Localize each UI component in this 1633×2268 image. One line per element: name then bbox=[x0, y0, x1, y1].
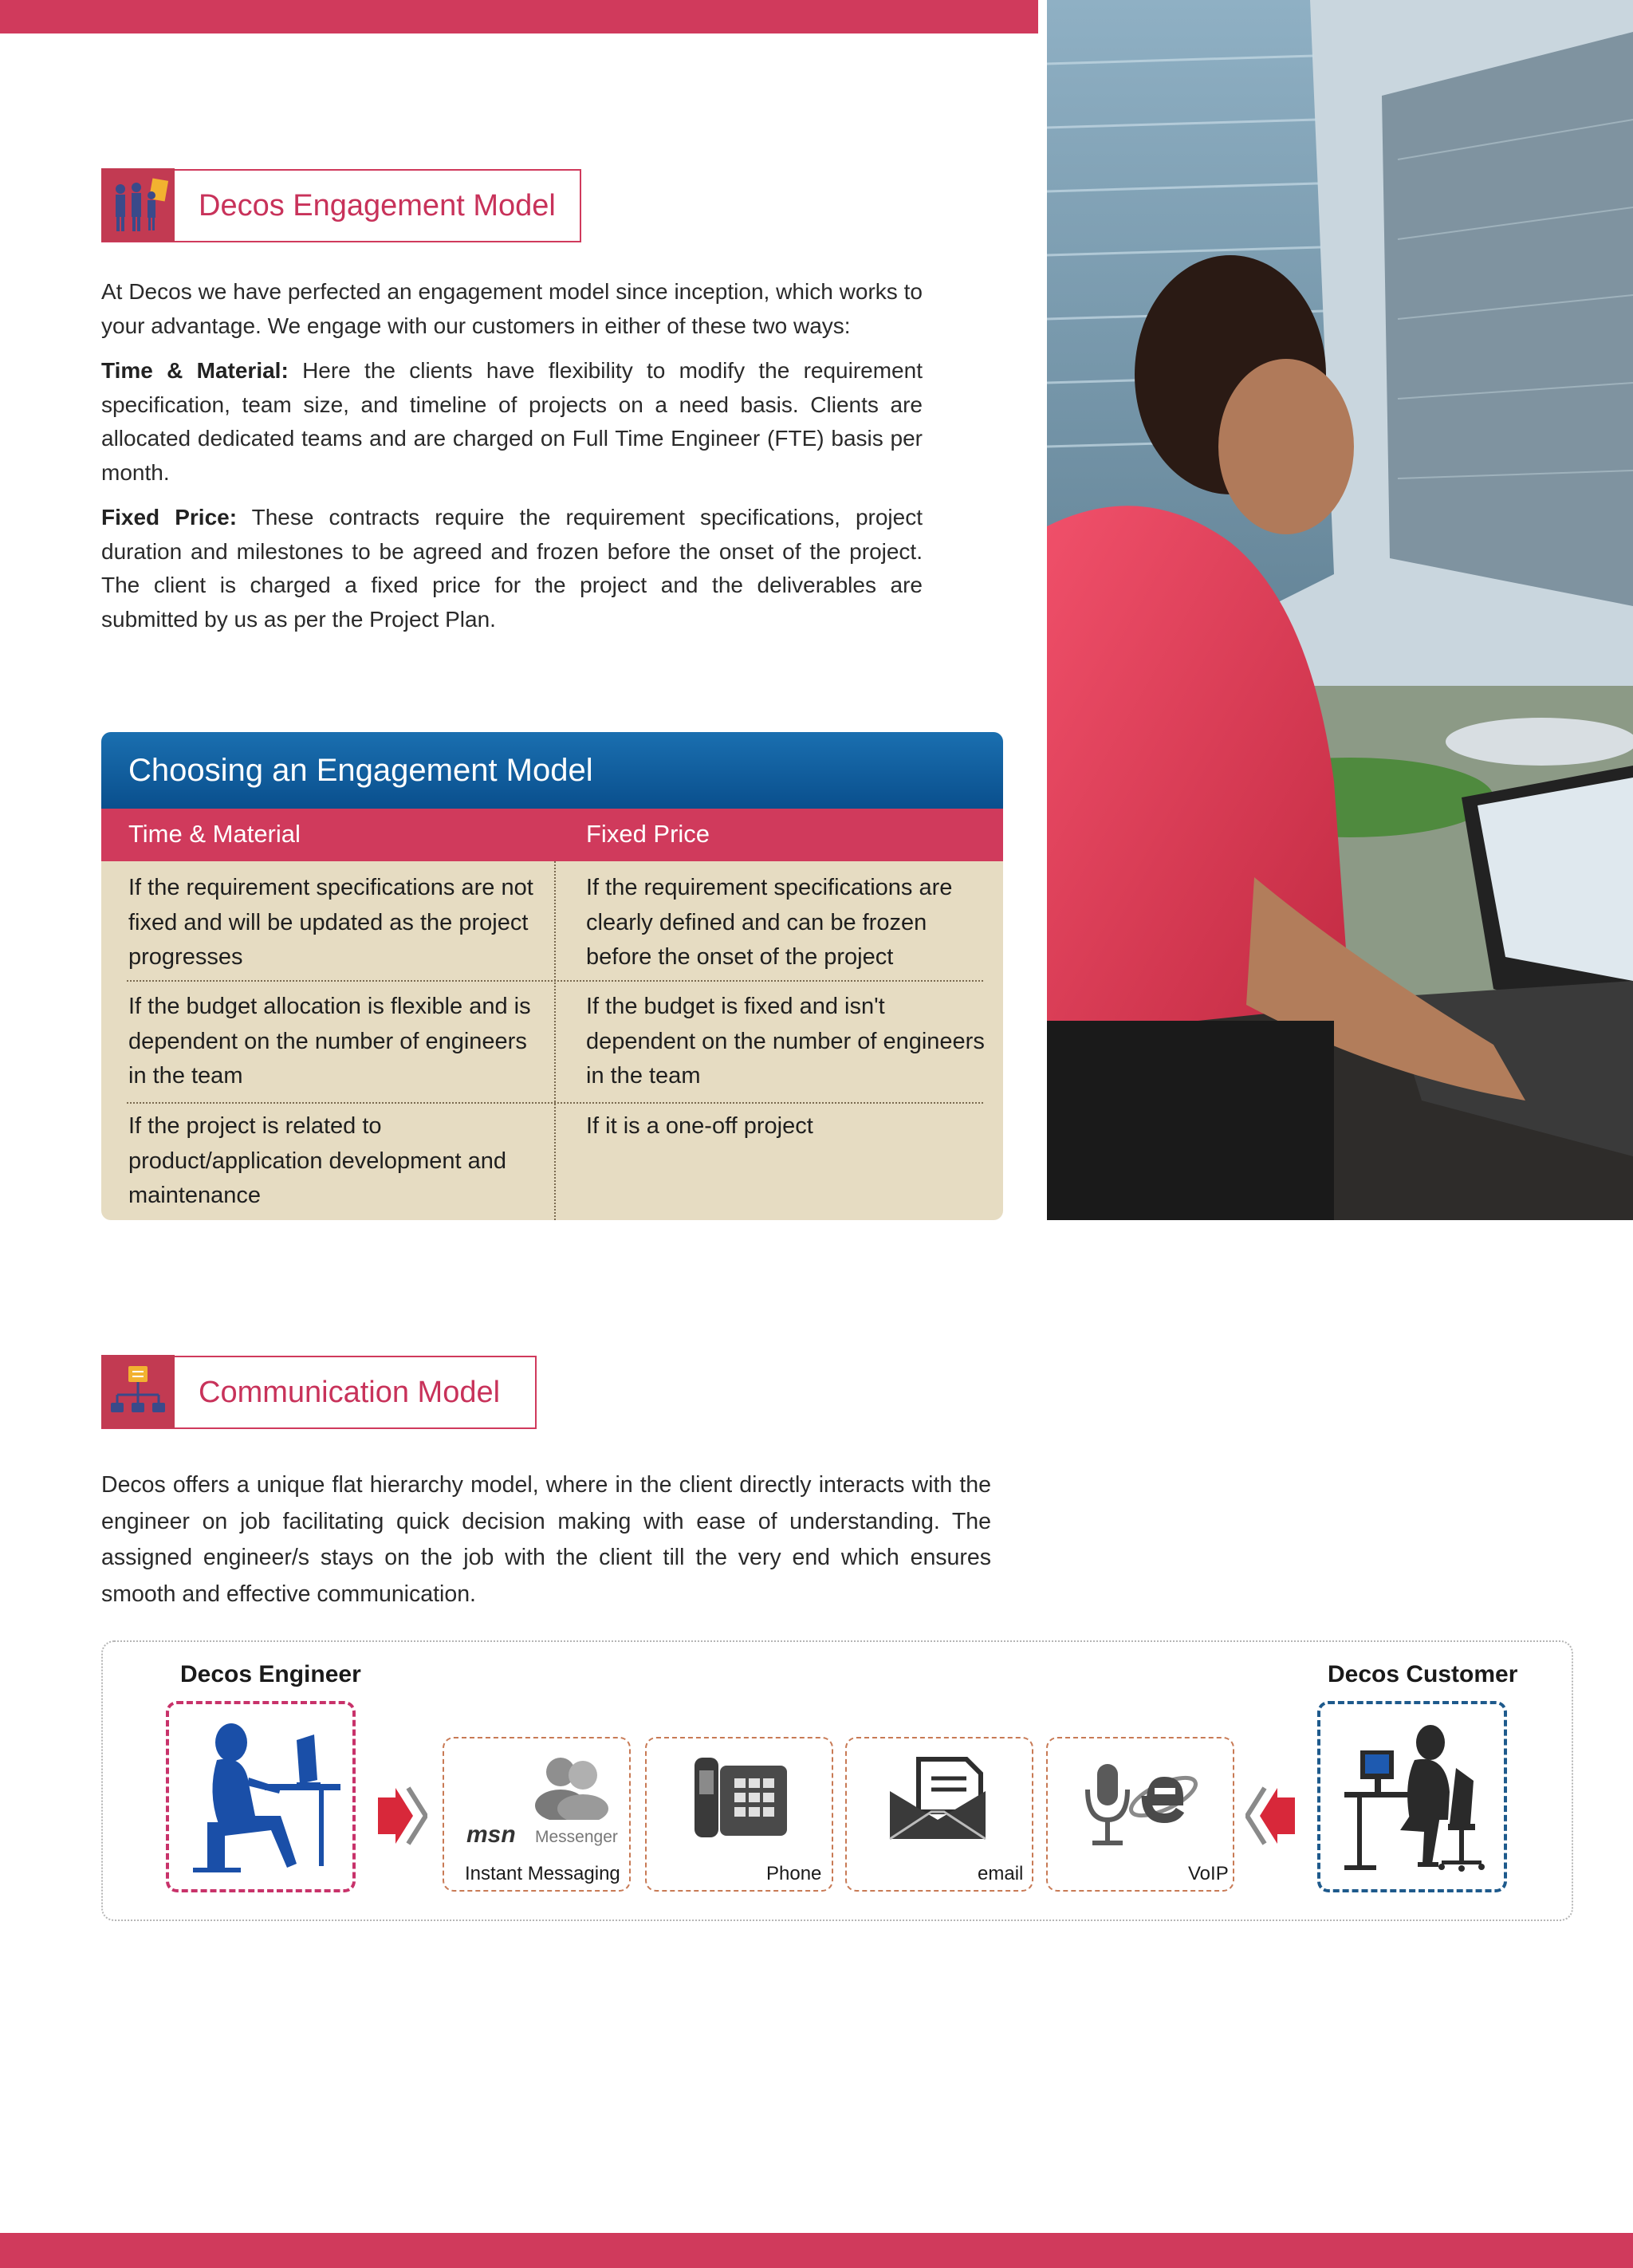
fixed-price-text: These contracts require the requirement specifications, project duration and milestones to be agreed and frozen before the onset of the project. The client is charged a fixed price for the project and the deliverables are submitted by us as per the Project Plan. bbox=[101, 505, 923, 632]
channel-label: email bbox=[978, 1863, 1024, 1884]
column-divider bbox=[554, 861, 556, 1220]
table-cell: If the requirement specifications are not fixed and will be updated as the project progresses bbox=[128, 875, 533, 970]
engagement-description bbox=[101, 275, 923, 648]
channel-label: Phone bbox=[766, 1863, 822, 1884]
msn-logo: msn bbox=[466, 1821, 516, 1848]
channel-voip bbox=[1046, 1737, 1234, 1892]
hierarchy-icon bbox=[101, 1355, 175, 1428]
internet-explorer-icon bbox=[1127, 1761, 1199, 1833]
communication-model-title: Communication Model bbox=[199, 1375, 501, 1409]
envelope-icon bbox=[887, 1756, 998, 1844]
column-header-time-material: Time & Material bbox=[128, 820, 301, 848]
channel-label: VoIP bbox=[1188, 1863, 1229, 1884]
time-material-label: Time & Material: bbox=[101, 358, 289, 383]
row-divider bbox=[127, 980, 983, 982]
column-header-fixed-price: Fixed Price bbox=[586, 820, 710, 848]
arrow-left-icon bbox=[1245, 1786, 1297, 1845]
fixed-price-paragraph bbox=[101, 501, 923, 636]
row-divider bbox=[127, 1102, 983, 1104]
decos-engineer-box bbox=[166, 1701, 356, 1892]
table-cell: If the budget allocation is flexible and is dependent on the number of engineers in the team bbox=[128, 994, 531, 1089]
channel-phone bbox=[645, 1737, 833, 1892]
bottom-accent-bar bbox=[0, 2233, 1633, 2268]
fixed-price-label: Fixed Price: bbox=[101, 505, 238, 530]
table-cell: If the requirement specifications are clearly defined and can be frozen before the onset of the project bbox=[586, 875, 953, 970]
table-cell: If the project is related to product/application development and maintenance bbox=[128, 1113, 506, 1208]
channel-instant-messaging bbox=[443, 1737, 631, 1892]
top-accent-bar bbox=[0, 0, 1038, 33]
channel-email bbox=[845, 1737, 1033, 1892]
customer-at-desk-icon bbox=[1320, 1704, 1504, 1889]
channel-label: Instant Messaging bbox=[465, 1863, 620, 1884]
engagement-model-heading bbox=[101, 169, 581, 242]
table-title: Choosing an Engagement Model bbox=[101, 732, 1003, 809]
phone-icon bbox=[691, 1754, 790, 1842]
decos-engineer-label: Decos Engineer bbox=[180, 1661, 361, 1687]
engagement-intro: At Decos we have perfected an engagement model since inception, which works to your advantage. We engage with our customers in either of these two ways: bbox=[101, 279, 923, 338]
time-material-paragraph bbox=[101, 354, 923, 490]
messenger-text: Messenger bbox=[535, 1828, 618, 1846]
time-material-text: Here the clients have flexibility to modify the requirement specification, team size, and timeline of projects on a need basis. Clients are allocated dedicated teams and are charged on Full Time Engineer (FTE) basis per month. bbox=[101, 358, 923, 485]
communication-description: Decos offers a unique flat hierarchy model, where in the client directly interacts with the engineer on job facilitating quick decision making with ease of understanding. The assigned engineer/s stays on the job with the client till the very end which ensures smooth and effective communication. bbox=[101, 1472, 991, 1607]
engagement-comparison-table bbox=[101, 732, 1003, 1220]
engineer-at-desk-icon bbox=[169, 1704, 352, 1889]
team-presentation-icon bbox=[101, 168, 175, 242]
messenger-buddies-icon bbox=[532, 1753, 612, 1820]
table-cell: If the budget is fixed and isn't dependent on the number of engineers in the team bbox=[586, 994, 985, 1089]
decos-customer-label: Decos Customer bbox=[1328, 1661, 1518, 1687]
woman-at-laptop-photo bbox=[1047, 0, 1633, 1220]
engagement-model-title: Decos Engagement Model bbox=[199, 188, 556, 222]
communication-model-heading bbox=[101, 1356, 537, 1429]
decos-customer-box bbox=[1317, 1701, 1507, 1892]
table-cell: If it is a one-off project bbox=[586, 1113, 813, 1139]
arrow-right-icon bbox=[376, 1786, 427, 1845]
table-column-headers bbox=[101, 809, 1003, 861]
